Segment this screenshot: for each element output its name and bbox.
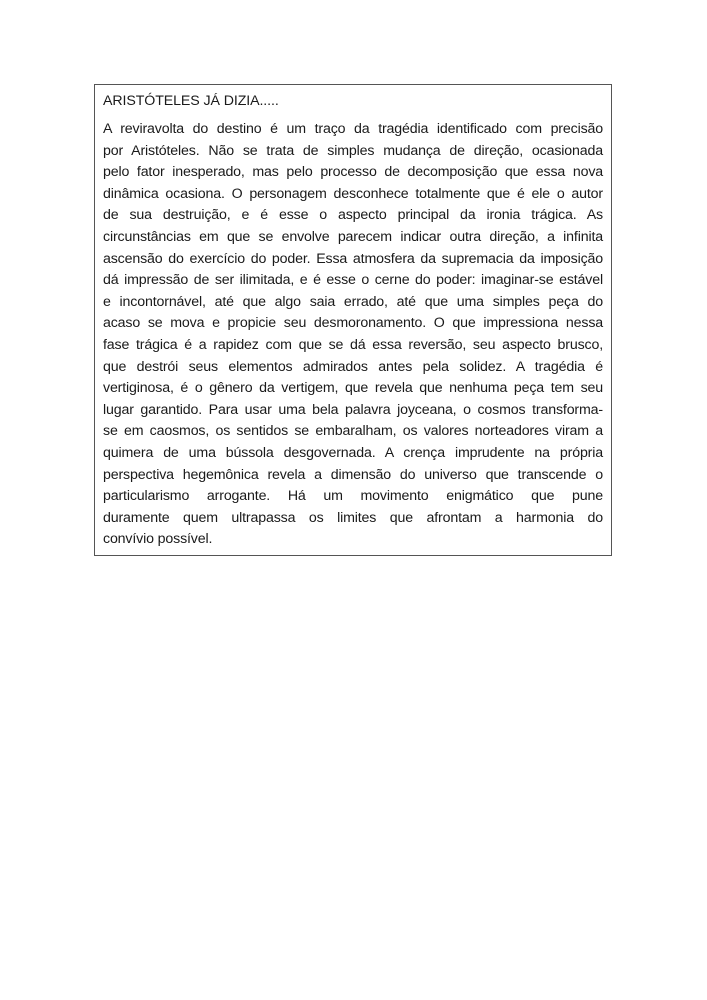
text-box — [94, 84, 612, 556]
body-line: se em caosmos, os sentidos se embaralham, os valores norteadores viram a — [103, 423, 603, 440]
body-line: dinâmica ocasiona. O personagem desconhece totalmente que é ele o autor — [103, 185, 603, 202]
body-line: e incontornável, até que algo saia errado, até que uma simples peça do — [103, 293, 603, 310]
body-line: particularismo arrogante. Há um movimento enigmático que pune — [103, 488, 603, 505]
body-line: duramente quem ultrapassa os limites que afrontam a harmonia do — [103, 509, 603, 526]
body-line: acaso se mova e propicie seu desmoronamento. O que impressiona nessa — [103, 315, 603, 332]
body-line: pelo fator inesperado, mas pelo processo de decomposição que essa nova — [103, 164, 603, 181]
document-body — [103, 119, 603, 551]
body-line: perspectiva hegemônica revela a dimensão do universo que transcende o — [103, 466, 603, 483]
body-line: de sua destruição, e é esse o aspecto principal da ironia trágica. As — [103, 207, 603, 224]
body-line: por Aristóteles. Não se trata de simples mudança de direção, ocasionada — [103, 142, 603, 159]
body-line: lugar garantido. Para usar uma bela palavra joyceana, o cosmos transforma- — [103, 401, 603, 418]
body-line: fase trágica é a rapidez com que se dá essa reversão, seu aspecto brusco, — [103, 336, 603, 353]
body-line: convívio possível. — [103, 531, 213, 548]
body-line: A reviravolta do destino é um traço da tragédia identificado com precisão — [103, 121, 603, 137]
body-line: vertiginosa, é o gênero da vertigem, que revela que nenhuma peça tem seu — [103, 380, 603, 397]
body-line: quimera de uma bússola desgovernada. A crença imprudente na própria — [103, 444, 603, 461]
body-line: circunstâncias em que se envolve parecem indicar outra direção, a infinita — [103, 228, 603, 245]
body-line: ascensão do exercício do poder. Essa atmosfera da supremacia da imposição — [103, 250, 603, 267]
document-title: ARISTÓTELES JÁ DIZIA..... — [103, 93, 279, 109]
body-line: dá impressão de ser ilimitada, e é esse o cerne do poder: imaginar-se estável — [103, 272, 603, 289]
body-line: que destrói seus elementos admirados antes pela solidez. A tragédia é — [103, 358, 603, 375]
